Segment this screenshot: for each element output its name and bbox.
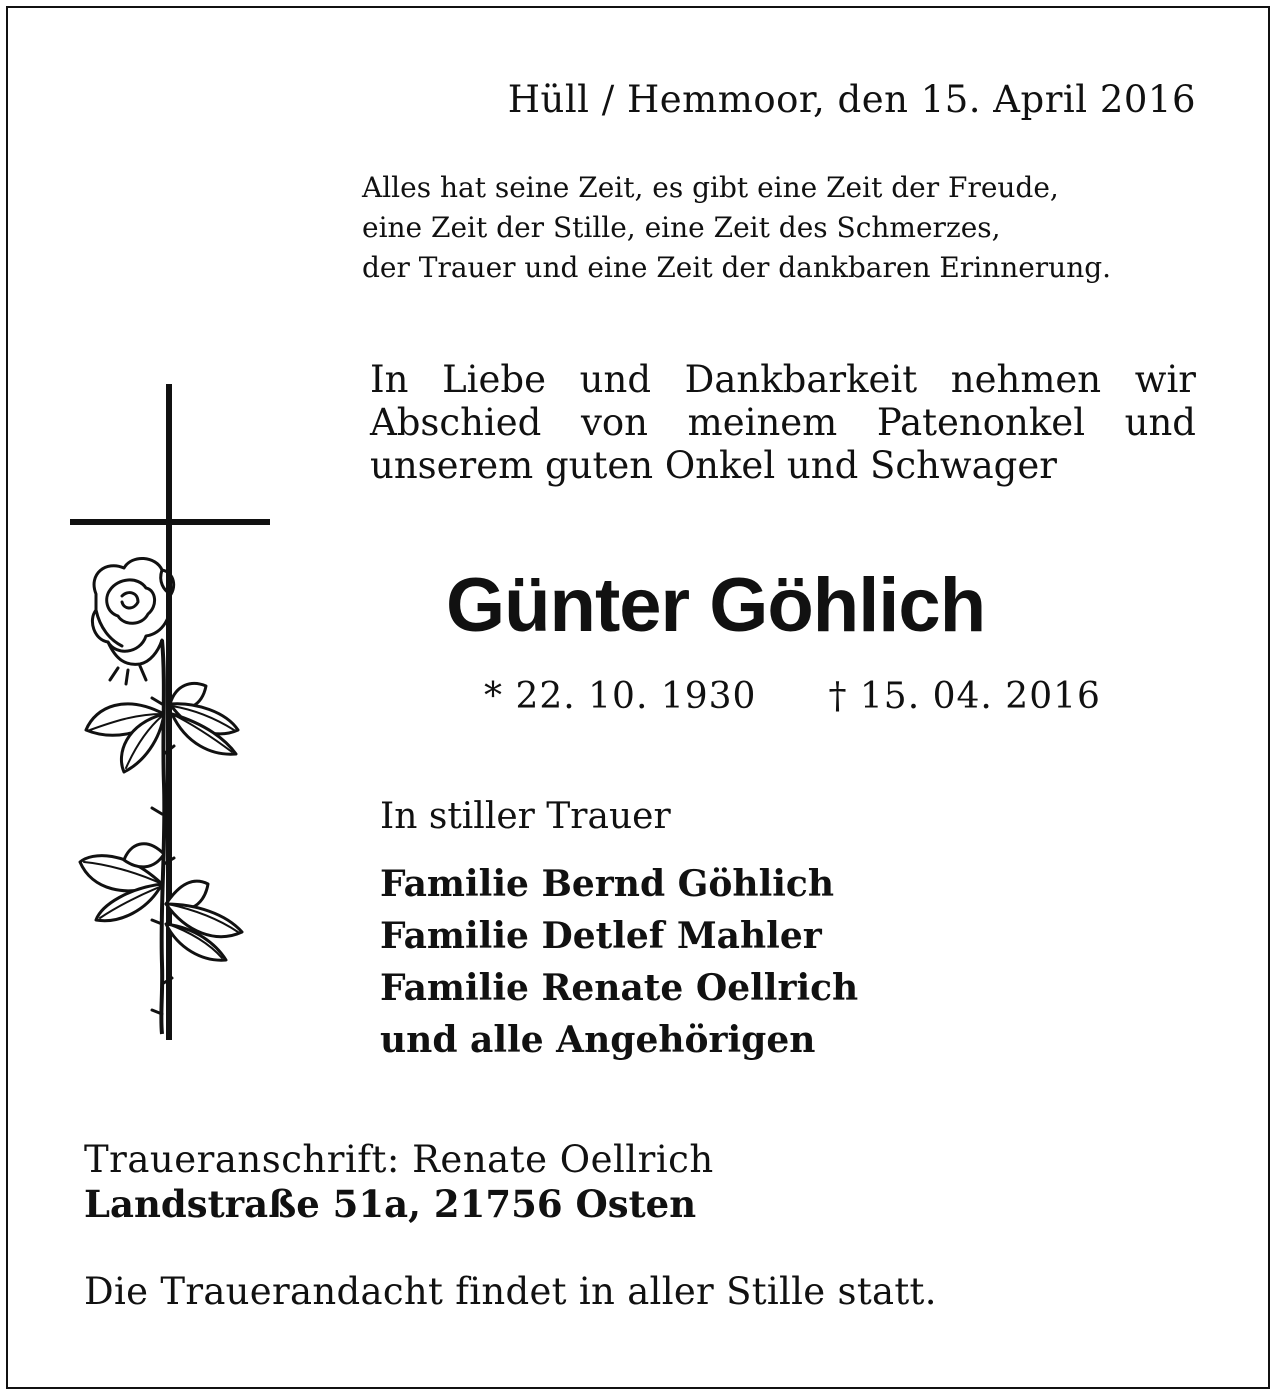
motto-line: eine Zeit der Stille, eine Zeit des Schmerzes, bbox=[362, 211, 1001, 244]
death-date: † 15. 04. 2016 bbox=[828, 676, 1101, 717]
motto-line: der Trauer und eine Zeit der dankbaren Erinnerung. bbox=[362, 251, 1112, 284]
deceased-name: Günter Göhlich bbox=[446, 563, 986, 648]
intro-line: In Liebe und Dankbarkeit nehmen wir bbox=[370, 358, 1196, 401]
mourner-entry: und alle Angehörigen bbox=[380, 1019, 816, 1061]
mourners-list bbox=[380, 858, 858, 1066]
intro-line: Abschied von meinem Patenonkel und bbox=[370, 401, 1196, 444]
mourner-entry: Familie Detlef Mahler bbox=[380, 915, 822, 957]
mourning-label: In stiller Trauer bbox=[380, 796, 671, 837]
dateline: Hüll / Hemmoor, den 15. April 2016 bbox=[507, 78, 1196, 121]
mourning-address-label: Traueranschrift: Renate Oellrich bbox=[84, 1138, 714, 1181]
mourner-entry: Familie Bernd Göhlich bbox=[380, 863, 835, 905]
mourner-entry: Familie Renate Oellrich bbox=[380, 967, 859, 1009]
motto-quote bbox=[362, 168, 1198, 288]
life-dates bbox=[484, 676, 1101, 717]
birth-date: * 22. 10. 1930 bbox=[484, 676, 757, 717]
intro-line: unserem guten Onkel und Schwager bbox=[370, 444, 1057, 487]
cross-with-rose-icon bbox=[66, 384, 276, 1044]
farewell-intro bbox=[370, 358, 1196, 487]
closing-note: Die Trauerandacht findet in aller Stille statt. bbox=[84, 1270, 937, 1313]
motto-line: Alles hat seine Zeit, es gibt eine Zeit der Freude, bbox=[362, 171, 1059, 204]
mourning-address-street: Landstraße 51a, 21756 Osten bbox=[84, 1182, 697, 1226]
